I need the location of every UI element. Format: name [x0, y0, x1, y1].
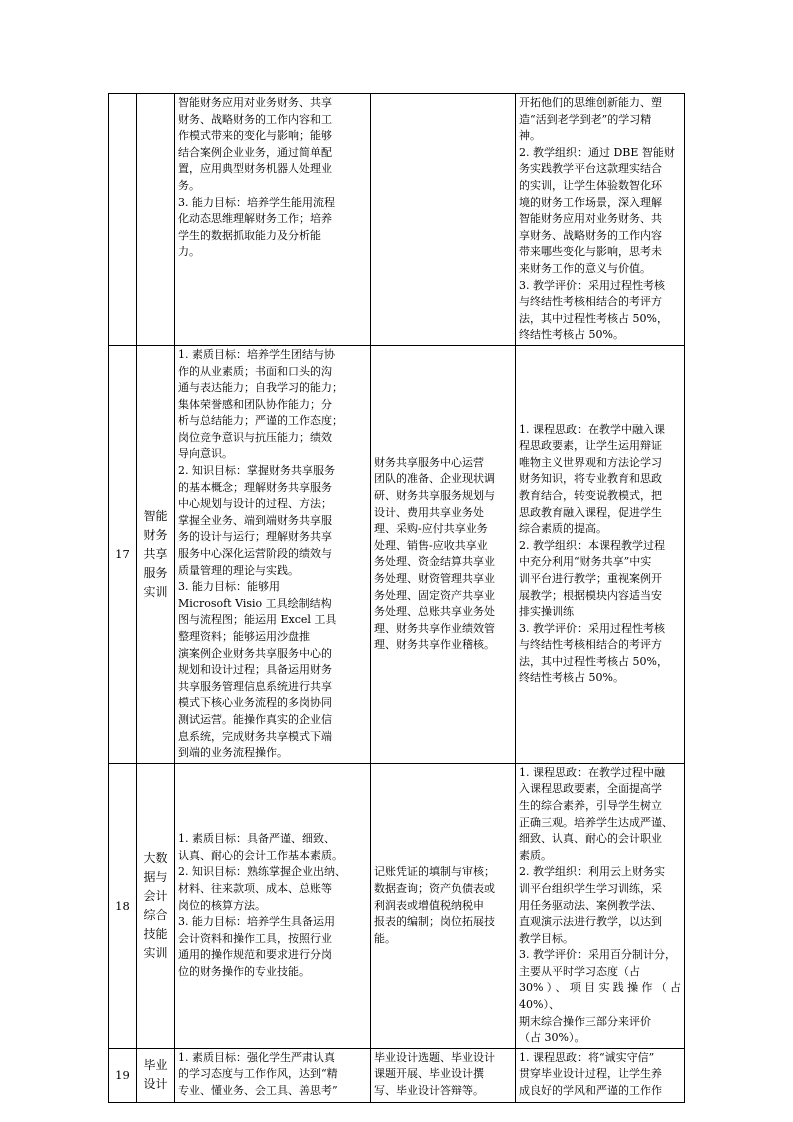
text-line: 神。 — [519, 129, 541, 143]
text-line: 理、财务共享作业稽核。 — [374, 638, 495, 652]
row-number: 18 — [109, 763, 137, 1048]
text-line: 3. 能力目标：能够用 — [178, 580, 280, 594]
text-line: 置，应用典型财务机器人处理业 — [178, 162, 332, 176]
text-line: 的实训，让学生体验数智化环 — [519, 178, 662, 192]
table-row — [109, 763, 685, 1048]
text-line: 教学目标。 — [519, 931, 574, 945]
text-line: 终结性考核占 50%。 — [519, 328, 624, 342]
text-line: 利润表或增值税纳税申 — [374, 898, 484, 912]
text-line: 2. 教学组织：通过 DBE 智能财 — [519, 145, 675, 159]
text-line: 材料、往来款项、成本、总账等 — [178, 881, 332, 895]
text-line: 力。 — [178, 245, 200, 259]
text-line: 唯物主义世界观和方法论学习 — [519, 455, 662, 469]
text-line: 训平台组织学生学习训练，采 — [519, 881, 662, 895]
text-line: 3. 能力目标：培养学生能用流程 — [178, 195, 335, 209]
text-line: 法，其中过程性考核占 50%， — [519, 311, 668, 325]
content-cell — [371, 94, 516, 346]
content-cell — [371, 345, 516, 763]
text-line: 能。 — [374, 931, 396, 945]
text-line: 位的财务操作的专业技能。 — [178, 964, 310, 978]
text-line: 财务、战略财务的工作内容和工 — [178, 112, 332, 126]
text-line: 1. 课程思政：在教学中融入课 — [519, 422, 665, 436]
course-name: 毕业设计 — [137, 1048, 175, 1102]
text-line: 记账凭证的填制与审核； — [374, 865, 495, 879]
text-line: 化动态思维理解财务工作；培养 — [178, 212, 332, 226]
text-line: 程思政要素，让学生运用辩证 — [519, 439, 662, 453]
text-line: 岗位竞争意识与抗压能力；绩效 — [178, 430, 332, 444]
text-line: 作模式带来的变化与影响；能够 — [178, 129, 332, 143]
text-line: 正确三观。培养学生达成严谨、 — [519, 815, 673, 829]
requirements-cell — [516, 345, 685, 763]
text-line: 境的财务工作场景，深入理解 — [519, 195, 662, 209]
objectives-cell — [175, 94, 371, 346]
text-line: 2. 教学组织：本课程教学过程 — [519, 538, 665, 552]
text-line: 学生的数据抓取能力及分析能 — [178, 228, 321, 242]
text-line: 细致、认真、耐心的会计职业 — [519, 832, 662, 846]
text-line: 质量管理的理论与实践。 — [178, 563, 299, 577]
row-number: 19 — [109, 1048, 137, 1102]
text-line: 3. 教学评价：采用过程性考核 — [519, 621, 665, 635]
text-line: 素质。 — [519, 848, 552, 862]
text-line: 团队的准备、企业现状调 — [374, 472, 495, 486]
text-line: 息系统，完成财务共享模式下端 — [178, 729, 332, 743]
text-line: 务处理、财资管理共享业 — [374, 571, 495, 585]
text-line: 1. 课程思政：在教学过程中融 — [519, 765, 665, 779]
text-line: 理、采购-应付共享业务 — [374, 522, 488, 536]
text-line: 1. 课程思政：将“诚实守信” — [519, 1050, 655, 1064]
text-line: 通用的操作规范和要求进行分岗 — [178, 948, 332, 962]
text-line: 务。 — [178, 178, 200, 192]
text-line: 的基本概念；理解财务共享服务 — [178, 480, 332, 494]
text-line: 务处理、总账共享业务处 — [374, 605, 495, 619]
requirements-cell — [516, 763, 685, 1048]
text-line: 的学习态度与工作作风，达到“精 — [178, 1067, 338, 1081]
text-line: 理、财务共享作业绩效管 — [374, 621, 495, 635]
table-row — [109, 345, 685, 763]
curriculum-table — [108, 93, 685, 1103]
text-line: 带来哪些变化与影响，思考未 — [519, 245, 662, 259]
text-line: 智能财务应用对业务财务、共 — [519, 212, 662, 226]
text-line: 数据查询；资产负债表或 — [374, 881, 495, 895]
text-line: 1. 素质目标：培养学生团结与协 — [178, 347, 335, 361]
text-line: Microsoft Visio 工具绘制结构 — [178, 596, 332, 610]
text-line: 生的综合素养，引导学生树立 — [519, 798, 662, 812]
requirements-cell — [516, 1048, 685, 1102]
text-line: 1. 素质目标：具备严谨、细致、 — [178, 832, 335, 846]
text-line: 规划和设计过程；具备运用财务 — [178, 663, 332, 677]
text-line: 2. 教学组织：利用云上财务实 — [519, 865, 665, 879]
text-line: 服务中心深化运营阶段的绩效与 — [178, 547, 332, 561]
course-name: 智能财务共享服务实训 — [137, 345, 175, 763]
text-line: 3. 能力目标：培养学生具备运用 — [178, 915, 335, 929]
text-line: 2. 知识目标：熟练掌握企业出纳、 — [178, 865, 346, 879]
text-line: 财务共享服务中心运营 — [374, 455, 484, 469]
text-line: 成良好的学风和严谨的工作作 — [519, 1084, 662, 1098]
text-line: 报表的编制；岗位拓展技 — [374, 915, 495, 929]
objectives-cell — [175, 1048, 371, 1102]
course-name — [137, 94, 175, 346]
text-line: 来财务工作的意义与价值。 — [519, 261, 651, 275]
text-line: 测试运营。能操作真实的企业信 — [178, 712, 332, 726]
text-line: 务的设计与运行；理解财务共享 — [178, 530, 332, 544]
text-line: 1. 素质目标：强化学生严肃认真 — [178, 1050, 335, 1064]
text-line: 处理、销售-应收共享业 — [374, 538, 488, 552]
row-number: 17 — [109, 345, 137, 763]
text-line: 贯穿毕业设计过程，让学生养 — [519, 1067, 662, 1081]
text-line: 开拓他们的思维创新能力、塑 — [519, 96, 662, 109]
table-row — [109, 1048, 685, 1102]
text-line: 排实操训练 — [519, 605, 574, 619]
text-line: 入课程思政要素，全面提高学 — [519, 782, 662, 796]
text-line: 3. 教学评价：采用过程性考核 — [519, 278, 665, 292]
text-line: 岗位的核算方法。 — [178, 898, 266, 912]
text-line: 与终结性考核相结合的考评方 — [519, 638, 662, 652]
text-line: 写、毕业设计答辩等。 — [374, 1084, 484, 1098]
text-line: 智能财务应用对业务财务、共享 — [178, 96, 332, 109]
objectives-cell — [175, 345, 371, 763]
text-line: 财务知识，将专业教育和思政 — [519, 472, 662, 486]
text-line: 模式下核心业务流程的多岗协同 — [178, 696, 332, 710]
row-number — [109, 94, 137, 346]
text-line: 展教学；根据模块内容适当安 — [519, 588, 662, 602]
text-line: （占 30%）。 — [519, 1031, 586, 1045]
text-line: 中充分利用“财务共享”中实 — [519, 555, 652, 569]
content-cell — [371, 1048, 516, 1102]
text-line: 务处理、资金结算共享业 — [374, 555, 495, 569]
text-line: 30%）、项目实践操作（占 40%）、 — [519, 981, 685, 1012]
text-line: 与终结性考核相结合的考评方 — [519, 295, 662, 309]
text-line: 共享服务管理信息系统进行共享 — [178, 679, 332, 693]
text-line: 导向意识。 — [178, 447, 233, 461]
text-line: 直观演示法进行教学，以达到 — [519, 915, 662, 929]
text-line: 研、财务共享服务规划与 — [374, 488, 495, 502]
text-line: 务处理、固定资产共享业 — [374, 588, 495, 602]
text-line: 到端的业务流程操作。 — [178, 746, 288, 760]
text-line: 整理资料；能够运用沙盘推 — [178, 630, 310, 643]
text-line: 享财务、战略财务的工作内容 — [519, 228, 662, 242]
objectives-cell — [175, 763, 371, 1048]
table-row — [109, 94, 685, 346]
text-line: 思政教育融入课程，促进学生 — [519, 505, 662, 519]
text-line: 结合案例企业业务，通过简单配 — [178, 145, 332, 159]
text-line: 专业、懂业务、会工具、善思考” — [178, 1084, 338, 1098]
course-name: 大数据与会计综合技能实训 — [137, 763, 175, 1048]
content-cell — [371, 763, 516, 1048]
text-line: 造“活到老学到老”的学习精 — [519, 112, 652, 126]
requirements-cell — [516, 94, 685, 346]
text-line: 图与流程图；能运用 Excel 工具 — [178, 613, 337, 627]
text-line: 设计、费用共享业务处 — [374, 505, 484, 519]
text-line: 掌握全业务、端到端财务共享服 — [178, 513, 332, 527]
text-line: 终结性考核占 50%。 — [519, 671, 624, 685]
text-line: 主要从平时学习态度（占 — [519, 964, 640, 978]
text-line: 期末综合操作三部分来评价 — [519, 1014, 651, 1028]
text-line: 综合素质的提高。 — [519, 522, 607, 536]
text-line: 用任务驱动法、案例教学法、 — [519, 898, 662, 912]
text-line: 务实践教学平台这款理实结合 — [519, 162, 662, 176]
text-line: 中心规划与设计的过程、方法； — [178, 497, 332, 511]
text-line: 认真、耐心的会计工作基本素质。 — [178, 848, 343, 862]
text-line: 会计资料和操作工具，按照行业 — [178, 931, 332, 945]
text-line: 作的从业素质；书面和口头的沟 — [178, 364, 332, 378]
text-line: 法，其中过程性考核占 50%， — [519, 654, 668, 668]
text-line: 课题开展、毕业设计撰 — [374, 1067, 484, 1081]
text-line: 教育结合，转变说教模式，把 — [519, 488, 662, 502]
text-line: 2. 知识目标：掌握财务共享服务 — [178, 464, 335, 478]
text-line: 析与总结能力；严谨的工作态度； — [178, 414, 343, 428]
text-line: 毕业设计选题、毕业设计 — [374, 1050, 495, 1064]
text-line: 3. 教学评价：采用百分制计分， — [519, 948, 676, 962]
text-line: 集体荣誉感和团队协作能力；分 — [178, 397, 332, 411]
text-line: 通与表达能力；自我学习的能力； — [178, 381, 343, 395]
text-line: 演案例企业财务共享服务中心的 — [178, 646, 332, 660]
text-line: 训平台进行教学；重视案例开 — [519, 571, 662, 585]
